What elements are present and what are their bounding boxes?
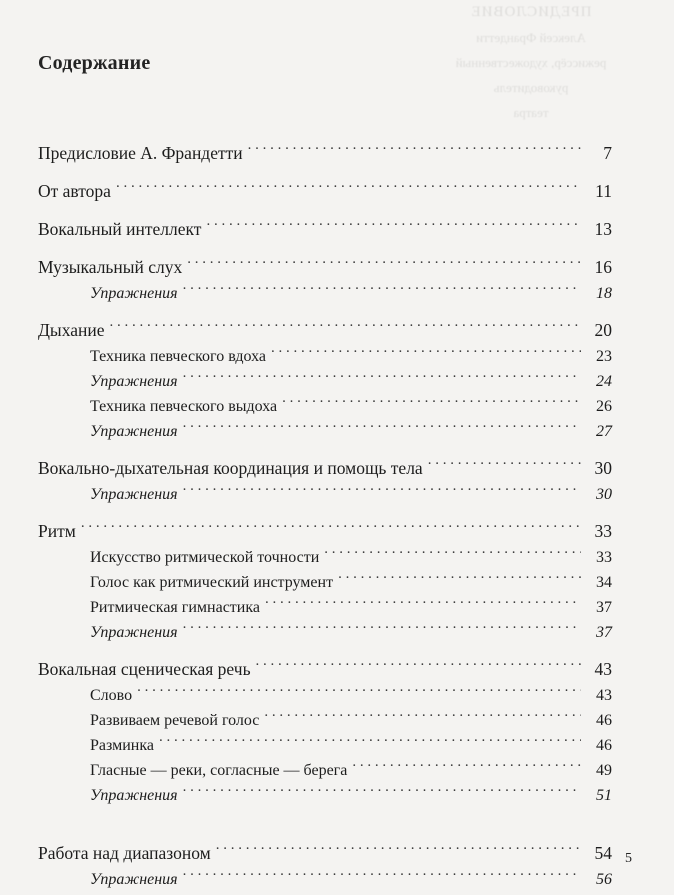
page-number: 5 <box>625 851 632 866</box>
toc-entry-page-number: 18 <box>596 285 612 302</box>
toc-entry-label: От автора <box>38 181 111 201</box>
toc-entry-label: Упражнения <box>90 486 178 503</box>
toc-entry-page-number: 43 <box>594 659 612 679</box>
toc-dot-leader <box>183 483 581 499</box>
toc-entry[interactable] <box>90 394 612 419</box>
toc-dot-leader <box>352 759 581 775</box>
toc-entry-label: Разминка <box>90 737 154 754</box>
toc-entry[interactable] <box>90 419 612 444</box>
toc-spacer <box>38 205 612 214</box>
toc-entry[interactable] <box>38 516 612 545</box>
toc-dot-leader <box>183 784 581 800</box>
toc-dot-leader <box>81 520 581 538</box>
toc-entry-label: Техника певческого выдоха <box>90 398 278 415</box>
toc-entry[interactable] <box>90 620 612 645</box>
toc-entry-label: Музыкальный слух <box>38 257 183 277</box>
toc-spacer <box>38 507 612 516</box>
toc-spacer <box>38 243 612 252</box>
toc-entry-page-number: 23 <box>596 348 612 365</box>
toc-entry-label: Вокально-дыхательная координация и помощь тела <box>38 458 423 478</box>
toc-dot-leader <box>265 596 581 612</box>
toc-dot-leader <box>187 256 581 274</box>
toc-entry-page-number: 54 <box>594 843 612 863</box>
toc-entry-page-number: 30 <box>596 486 612 503</box>
toc-spacer <box>38 167 612 176</box>
toc-dot-leader <box>183 420 581 436</box>
toc-entry-label: Дыхание <box>38 320 105 340</box>
toc-entry-page-number: 37 <box>596 599 612 616</box>
toc-entry-label: Гласные — реки, согласные — берега <box>90 762 348 779</box>
toc-dot-leader <box>338 571 581 587</box>
toc-entry[interactable] <box>90 570 612 595</box>
toc-entry[interactable] <box>38 138 612 167</box>
toc-entry-label: Работа над диапазоном <box>38 843 211 863</box>
toc-entry-page-number: 26 <box>596 398 612 415</box>
toc-entry-label: Упражнения <box>90 624 178 641</box>
toc-entry-page-number: 24 <box>596 373 612 390</box>
toc-dot-leader <box>256 658 581 676</box>
toc-entry-label: Техника певческого вдоха <box>90 348 266 365</box>
toc-dot-leader <box>183 370 581 386</box>
toc-entry-page-number: 34 <box>596 574 612 591</box>
toc-entry-label: Ритмическая гимнастика <box>90 599 260 616</box>
toc-dot-leader <box>206 218 581 236</box>
toc-entry[interactable] <box>90 595 612 620</box>
toc-entry-page-number: 37 <box>596 624 612 641</box>
toc-spacer <box>38 306 612 315</box>
toc-entry[interactable] <box>38 214 612 243</box>
toc-entry[interactable] <box>90 344 612 369</box>
toc-spacer <box>38 645 612 654</box>
toc-spacer <box>38 444 612 453</box>
toc-entry-page-number: 20 <box>594 320 612 340</box>
toc-dot-leader <box>159 734 581 750</box>
toc-entry[interactable] <box>90 683 612 708</box>
toc-entry-label: Упражнения <box>90 285 178 302</box>
toc-entry[interactable] <box>90 482 612 507</box>
toc-entry-page-number: 33 <box>594 521 612 541</box>
toc-entry-page-number: 13 <box>594 219 612 239</box>
toc-dot-leader <box>271 345 581 361</box>
toc-entry-page-number: 43 <box>596 687 612 704</box>
toc-entry-page-number: 16 <box>594 257 612 277</box>
toc-entry-page-number: 30 <box>594 458 612 478</box>
toc-entry[interactable] <box>90 369 612 394</box>
toc-dot-leader <box>183 868 581 884</box>
toc-dot-leader <box>282 395 581 411</box>
toc-entry-page-number: 7 <box>603 143 612 163</box>
toc-entry[interactable] <box>90 758 612 783</box>
toc-entry[interactable] <box>90 545 612 570</box>
toc-entry-label: Голос как ритмический инструмент <box>90 574 334 591</box>
toc-entry[interactable] <box>90 708 612 733</box>
toc-entry[interactable] <box>38 315 612 344</box>
toc-entry-page-number: 49 <box>596 762 612 779</box>
toc-entry[interactable] <box>38 654 612 683</box>
show-through-text: ПРЕДИСЛОВИЕ Алексей Франдетти режиссёр, художественный руководитель театра <box>455 4 607 120</box>
toc-entry[interactable] <box>90 733 612 758</box>
toc-entry-label: Упражнения <box>90 423 178 440</box>
toc-entry-label: Вокальная сценическая речь <box>38 659 251 679</box>
toc-entry-label: Упражнения <box>90 787 178 804</box>
toc-dot-leader <box>109 319 581 337</box>
toc-dot-leader <box>137 684 581 700</box>
toc-spacer <box>38 808 612 838</box>
toc-entry[interactable] <box>90 867 612 892</box>
toc-entry[interactable] <box>38 176 612 205</box>
page-title: Содержание <box>38 52 151 74</box>
toc-dot-leader <box>428 457 581 475</box>
toc-entry-page-number: 51 <box>596 787 612 804</box>
toc-dot-leader <box>183 621 581 637</box>
toc-entry-label: Развиваем речевой голос <box>90 712 260 729</box>
toc-entry-label: Слово <box>90 687 133 704</box>
toc-dot-leader <box>216 842 581 860</box>
toc-entry-label: Вокальный интеллект <box>38 219 202 239</box>
toc-entry-label: Предисловие А. Франдетти <box>38 143 243 163</box>
toc-entry[interactable] <box>38 838 612 867</box>
toc-entry[interactable] <box>38 453 612 482</box>
toc-dot-leader <box>248 142 581 160</box>
toc-entry-page-number: 33 <box>596 549 612 566</box>
toc-entry-label: Искусство ритмической точности <box>90 549 320 566</box>
toc-entry[interactable] <box>90 783 612 808</box>
toc-dot-leader <box>183 282 581 298</box>
toc-entry-page-number: 11 <box>595 181 612 201</box>
toc-entry-page-number: 46 <box>596 712 612 729</box>
toc-entry-page-number: 46 <box>596 737 612 754</box>
toc-dot-leader <box>324 546 581 562</box>
toc-dot-leader <box>264 709 581 725</box>
toc-entry-page-number: 27 <box>596 423 612 440</box>
toc-entry-label: Упражнения <box>90 871 178 888</box>
toc-entry[interactable] <box>38 252 612 281</box>
table-of-contents <box>38 138 612 892</box>
toc-entry-label: Ритм <box>38 521 76 541</box>
toc-dot-leader <box>116 180 581 198</box>
toc-entry[interactable] <box>90 281 612 306</box>
toc-entry-page-number: 56 <box>596 871 612 888</box>
toc-entry-label: Упражнения <box>90 373 178 390</box>
